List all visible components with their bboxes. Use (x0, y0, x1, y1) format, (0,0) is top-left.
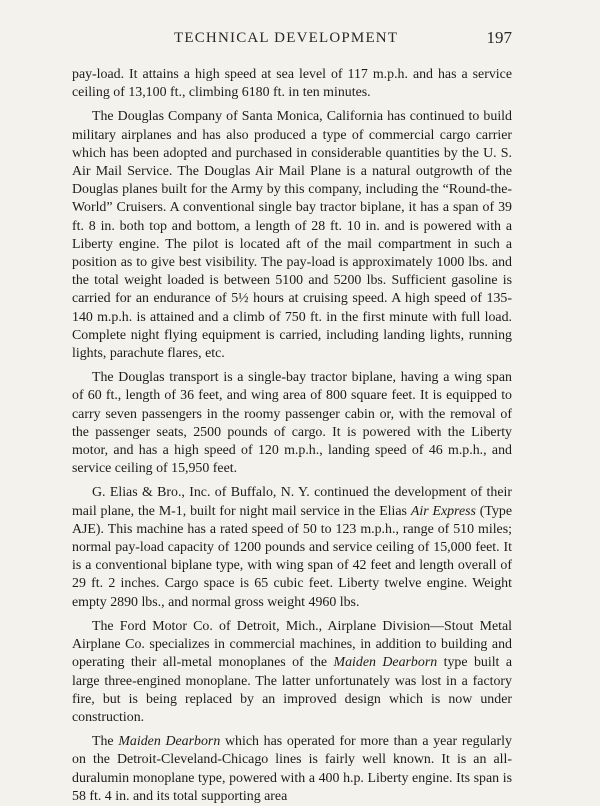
page-number: 197 (486, 28, 512, 47)
paragraph-text: which has operated for more than a year regularly on the Detroit-Cleveland-Chicago lines is fairly well known. It is an all-duralumin monoplane type, powered with a 400 h.p. Liberty engine. Its span is 58 ft. 4 in. and its total supporting area (72, 734, 512, 804)
running-title: TECHNICAL DEVELOPMENT (174, 30, 399, 46)
paragraph-text: The Ford Motor Co. of Detroit, Mich., Airplane Division—Stout Metal Airplane Co. specializes in commercial machines, in addition to building and operating their all-metal monoplanes of the (72, 618, 512, 671)
italic-name: Air Express (410, 503, 476, 519)
italic-name: Maiden Dearborn (333, 655, 438, 671)
paragraph-text: G. Elias & Bro., Inc. of Buffalo, N. Y. continued the development of their mail plane, the M-1, built for night mail service in the Elias (72, 485, 512, 519)
paragraph-text: The (92, 734, 119, 750)
body-text (72, 66, 512, 806)
paragraph-text: (Type AJE). This machine has a rated speed of 50 to 123 m.p.h., range of 510 miles; normal pay-load capacity of 1200 pounds and service ceiling of 15,000 feet. It is a conventional biplane type, with wing span of 42 feet and length overall of 29 ft. 2 inches. Cargo space is 65 cubic feet. Liberty twelve engine. Weight empty 2890 lbs., and normal gross weight 4960 lbs. (72, 503, 513, 610)
paragraph-text: type built a large three-engined monoplane. The latter unfortunately was lost in a factory fire, but is being replaced by an improved design which is now under construction. (72, 655, 513, 725)
paragraph-maiden-dearborn (72, 733, 512, 806)
italic-name: Maiden Dearborn (118, 734, 221, 750)
paragraph-elias (72, 484, 512, 611)
paragraph-ford (72, 618, 512, 727)
paragraph-douglas-mail-plane: The Douglas Company of Santa Monica, California has continued to build military airplanes and has also produced a type of commercial cargo carrier which has been adopted and purchased in considerable quantities by the U. S. Air Mail Service. The Douglas Air Mail Plane is a natural outgrowth of the Douglas planes built for the Army by this company, including the “Round-the-World” Cruisers. A conventional single bay tractor biplane, it has a span of 39 ft. 8 in. both top and bottom, a length of 28 ft. 10 in. and is powered with a Liberty engine. The pilot is located aft of the mail compartment in such a position as to give best visibility. The pay-load is approximately 1000 lbs. and the total weight loaded is between 5100 and 5200 lbs. Sufficient gasoline is carried for an endurance of 5½ hours at cruising speed. A high speed of 135-140 m.p.h. is attained and a climb of 750 ft. in the first minute with full load. Complete night flying equipment is carried, including landing lights, running lights, parachute flares, etc. (72, 109, 512, 362)
paragraph-douglas-transport: The Douglas transport is a single-bay tractor biplane, having a wing span of 60 ft., length of 36 feet, and wing area of 800 square feet. It is equipped to carry seven passengers in the roomy passenger cabin or, with the removal of the passenger seats, 2500 pounds of cargo. It is powered with the Liberty motor, and has a high speed of 120 m.p.h., landing speed of 46 m.p.h., and service ceiling of 15,950 feet. (72, 370, 512, 477)
running-head (72, 28, 512, 50)
paragraph-continued: pay-load. It attains a high speed at sea level of 117 m.p.h. and has a service ceiling of 13,100 ft., climbing 6180 ft. in ten minutes. (72, 67, 512, 101)
